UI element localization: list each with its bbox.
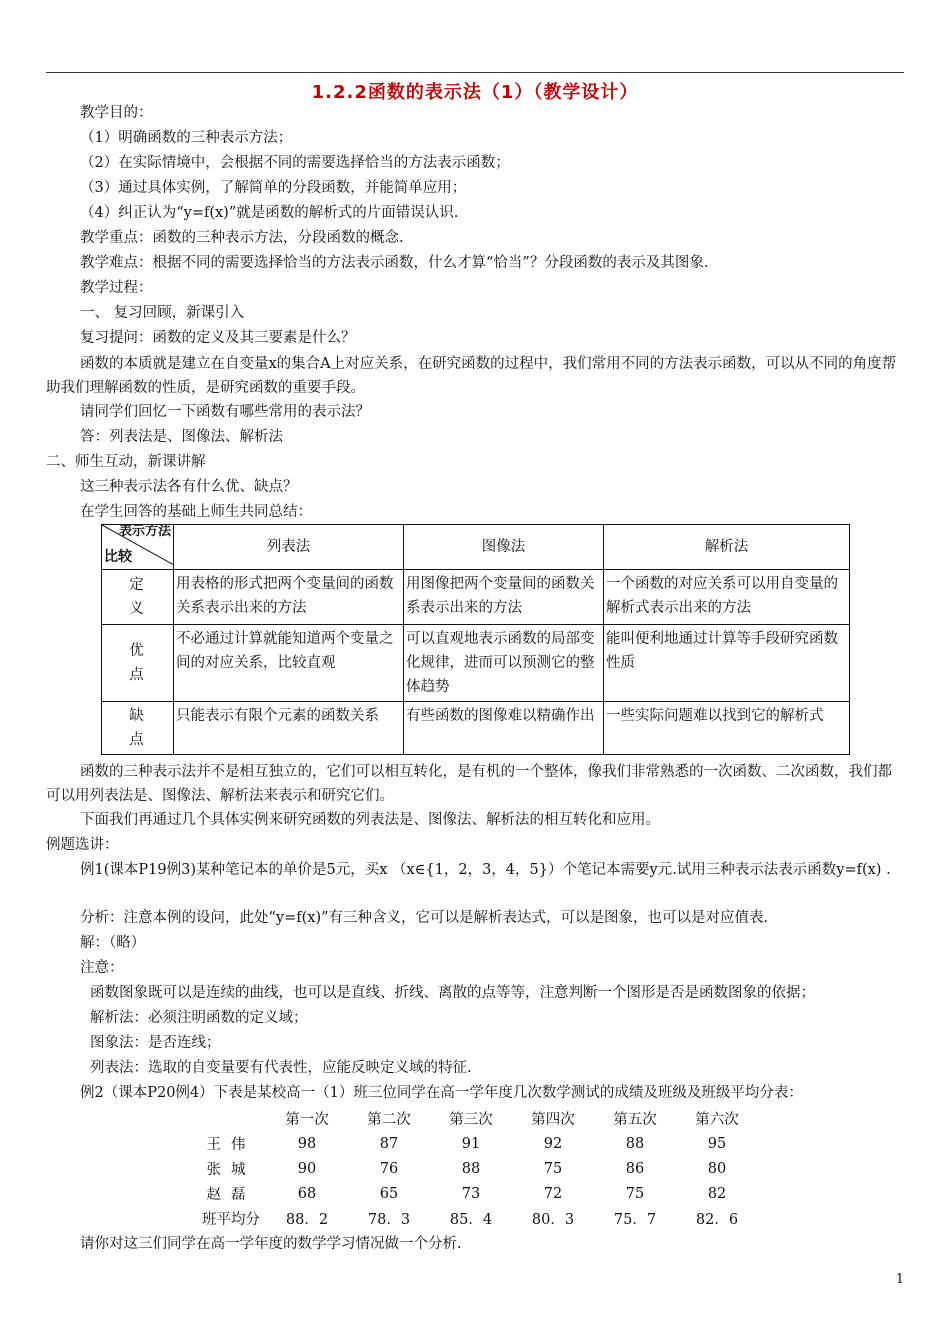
notes-heading: 注意： <box>80 960 124 976</box>
summary-intro: 在学生回答的基础上师生共同总结： <box>80 504 312 520</box>
cell-def-formula: 一个函数的对应关系可以用自变量的解析式表示出来的方法 <box>604 570 850 625</box>
row-label-disadvantage: 缺点 <box>129 708 146 748</box>
example-1: 例1(课本P19例3)某种笔记本的单价是5元，买x （x∈{1，2，3，4，5}）个笔记本需要y元.试用三种表示法表示函数y=f(x) . <box>80 862 891 878</box>
aim-item-4: （4）纠正认为“y=f(x)”就是函数的解析式的片面错误认识. <box>80 205 459 221</box>
score-cell: 88 <box>625 1135 645 1152</box>
score-cell: 88 <box>461 1160 481 1177</box>
difficult-point: 教学难点：根据不同的需要选择恰当的方法表示函数，什么才算“恰当”？分段函数的表示及其图象. <box>80 255 709 271</box>
note-graph: 图象法：是否连线； <box>90 1035 221 1051</box>
recall-answer: 答：列表法是、图像法、解析法 <box>80 429 283 445</box>
cell-def-list: 用表格的形式把两个变量间的函数关系表示出来的方法 <box>174 570 404 625</box>
teaching-aim-heading: 教学目的： <box>80 105 153 121</box>
scores-header-row <box>196 1106 758 1131</box>
score-cell: 87 <box>379 1135 399 1152</box>
scores-header-5: 第五次 <box>613 1112 657 1128</box>
comparison-header-row <box>102 525 850 570</box>
corner-bottom-label: 比较 <box>104 549 132 565</box>
example-2: 例2（课本P20例4）下表是某校高一（1）班三位同学在高一学年度几次数学测试的成绩及班级及班级平均分表： <box>80 1085 803 1101</box>
paragraph-function-essence: 函数的本质就是建立在自变量x的集合A上对应关系，在研究函数的过程中，我们常用不同的方法表示函数，可以从不同的角度帮助我们理解函数的性质，是研究函数的重要手段。 <box>46 356 897 396</box>
average-cell: 85．4 <box>449 1212 493 1228</box>
key-point: 教学重点：函数的三种表示方法，分段函数的概念. <box>80 230 404 246</box>
score-cell: 95 <box>707 1135 727 1152</box>
aim-item-3: （3）通过具体实例，了解简单的分段函数，并能简单应用； <box>80 180 467 196</box>
scores-header-3: 第三次 <box>449 1112 493 1128</box>
note-list: 列表法：选取的自变量要有代表性，应能反映定义域的特征. <box>90 1060 472 1076</box>
score-cell: 80 <box>707 1160 727 1177</box>
class-average-label: 班平均分 <box>202 1212 260 1228</box>
row-definition <box>102 570 850 625</box>
scores-row-zhangcheng <box>196 1156 758 1181</box>
section-2-heading: 二、师生互动，新课讲解 <box>46 454 206 470</box>
row-disadvantage <box>102 702 850 755</box>
score-cell: 65 <box>379 1185 399 1202</box>
aim-item-1: （1）明确函数的三种表示方法； <box>80 130 293 146</box>
score-cell: 76 <box>379 1160 399 1177</box>
cell-def-graph: 用图像把两个变量间的函数关系表示出来的方法 <box>404 570 604 625</box>
score-cell: 98 <box>297 1135 317 1152</box>
score-cell: 82 <box>707 1185 727 1202</box>
process-heading: 教学过程： <box>80 280 153 296</box>
examples-intro: 下面我们再通过几个具体实例来研究函数的列表法是、图像法、解析法的相互转化和应用。 <box>80 812 660 828</box>
example-1-analysis: 分析：注意本例的设问，此处“y=f(x)”有三种含义，它可以是解析表达式，可以是图象，也可以是对应值表. <box>80 910 769 926</box>
scores-header-6: 第六次 <box>695 1112 739 1128</box>
pros-cons-question: 这三种表示法各有什么优、缺点？ <box>80 479 298 495</box>
scores-header-1: 第一次 <box>285 1112 329 1128</box>
header-rule <box>46 72 904 73</box>
page-title: 1.2.2函数的表示法（1）（教学设计） <box>311 82 639 103</box>
cell-dis-formula: 一些实际问题难以找到它的解析式 <box>604 702 850 755</box>
average-cell: 82．6 <box>695 1212 739 1228</box>
row-label-advantage: 优点 <box>129 643 146 683</box>
note-graph-criteria: 函数图象既可以是连续的曲线，也可以是直线、折线、离散的点等等，注意判断一个图形是否是函数图象的依据； <box>90 985 815 1001</box>
score-cell: 72 <box>543 1185 563 1202</box>
average-cell: 80．3 <box>531 1212 575 1228</box>
scores-row-class-average <box>196 1206 758 1231</box>
scores-table <box>196 1106 758 1231</box>
review-question: 复习提问：函数的定义及其三要素是什么？ <box>80 330 356 346</box>
score-cell: 75 <box>625 1185 645 1202</box>
score-cell: 75 <box>543 1160 563 1177</box>
student-name: 王伟 <box>206 1137 256 1153</box>
score-cell: 73 <box>461 1185 481 1202</box>
paragraph-interconversion: 函数的三种表示法并不是相互独立的，它们可以相互转化，是有机的一个整体，像我们非常熟悉的一次函数、二次函数，我们都可以用列表法是、图像法、解析法来表示和研究它们。 <box>46 764 892 804</box>
corner-top-label: 表示方法 <box>118 525 171 539</box>
cell-dis-list: 只能表示有限个元素的函数关系 <box>174 702 404 755</box>
header-graph-method: 图像法 <box>404 525 604 570</box>
score-cell: 86 <box>625 1160 645 1177</box>
scores-header-blank <box>196 1106 266 1131</box>
recall-question: 请同学们回忆一下函数有哪些常用的表示法？ <box>80 404 370 420</box>
score-cell: 90 <box>297 1160 317 1177</box>
scores-row-zhaolei <box>196 1181 758 1206</box>
score-cell: 68 <box>297 1185 317 1202</box>
header-list-method: 列表法 <box>174 525 404 570</box>
score-cell: 92 <box>543 1135 563 1152</box>
examples-heading: 例题选讲： <box>46 837 119 853</box>
score-cell: 91 <box>461 1135 481 1152</box>
student-name: 张城 <box>206 1162 256 1178</box>
row-advantage <box>102 625 850 702</box>
note-formula: 解析法：必须注明函数的定义域； <box>90 1010 308 1026</box>
average-cell: 78．3 <box>367 1212 411 1228</box>
cell-adv-graph: 可以直观地表示函数的局部变化规律，进而可以预测它的整体趋势 <box>404 625 604 702</box>
comparison-table <box>101 524 850 755</box>
cell-adv-list: 不必通过计算就能知道两个变量之间的对应关系，比较直观 <box>174 625 404 702</box>
cell-dis-graph: 有些函数的图像难以精确作出 <box>404 702 604 755</box>
average-cell: 88．2 <box>285 1212 329 1228</box>
corner-cell <box>102 525 174 570</box>
scores-header-2: 第二次 <box>367 1112 411 1128</box>
row-label-definition: 定义 <box>129 577 146 617</box>
cell-adv-formula: 能叫便利地通过计算等手段研究函数性质 <box>604 625 850 702</box>
scores-header-4: 第四次 <box>531 1112 575 1128</box>
header-formula-method: 解析法 <box>604 525 850 570</box>
analysis-request: 请你对这三们同学在高一学年度的数学学习情况做一个分析. <box>80 1236 462 1252</box>
student-name: 赵磊 <box>206 1187 256 1203</box>
scores-row-wangwei <box>196 1131 758 1156</box>
aim-item-2: （2）在实际情境中，会根据不同的需要选择恰当的方法表示函数； <box>80 155 510 171</box>
section-1-heading: 一、 复习回顾，新课引入 <box>80 305 245 321</box>
example-1-solution: 解：（略） <box>80 935 146 951</box>
page-number: 1 <box>895 1272 904 1287</box>
average-cell: 75．7 <box>613 1212 657 1228</box>
